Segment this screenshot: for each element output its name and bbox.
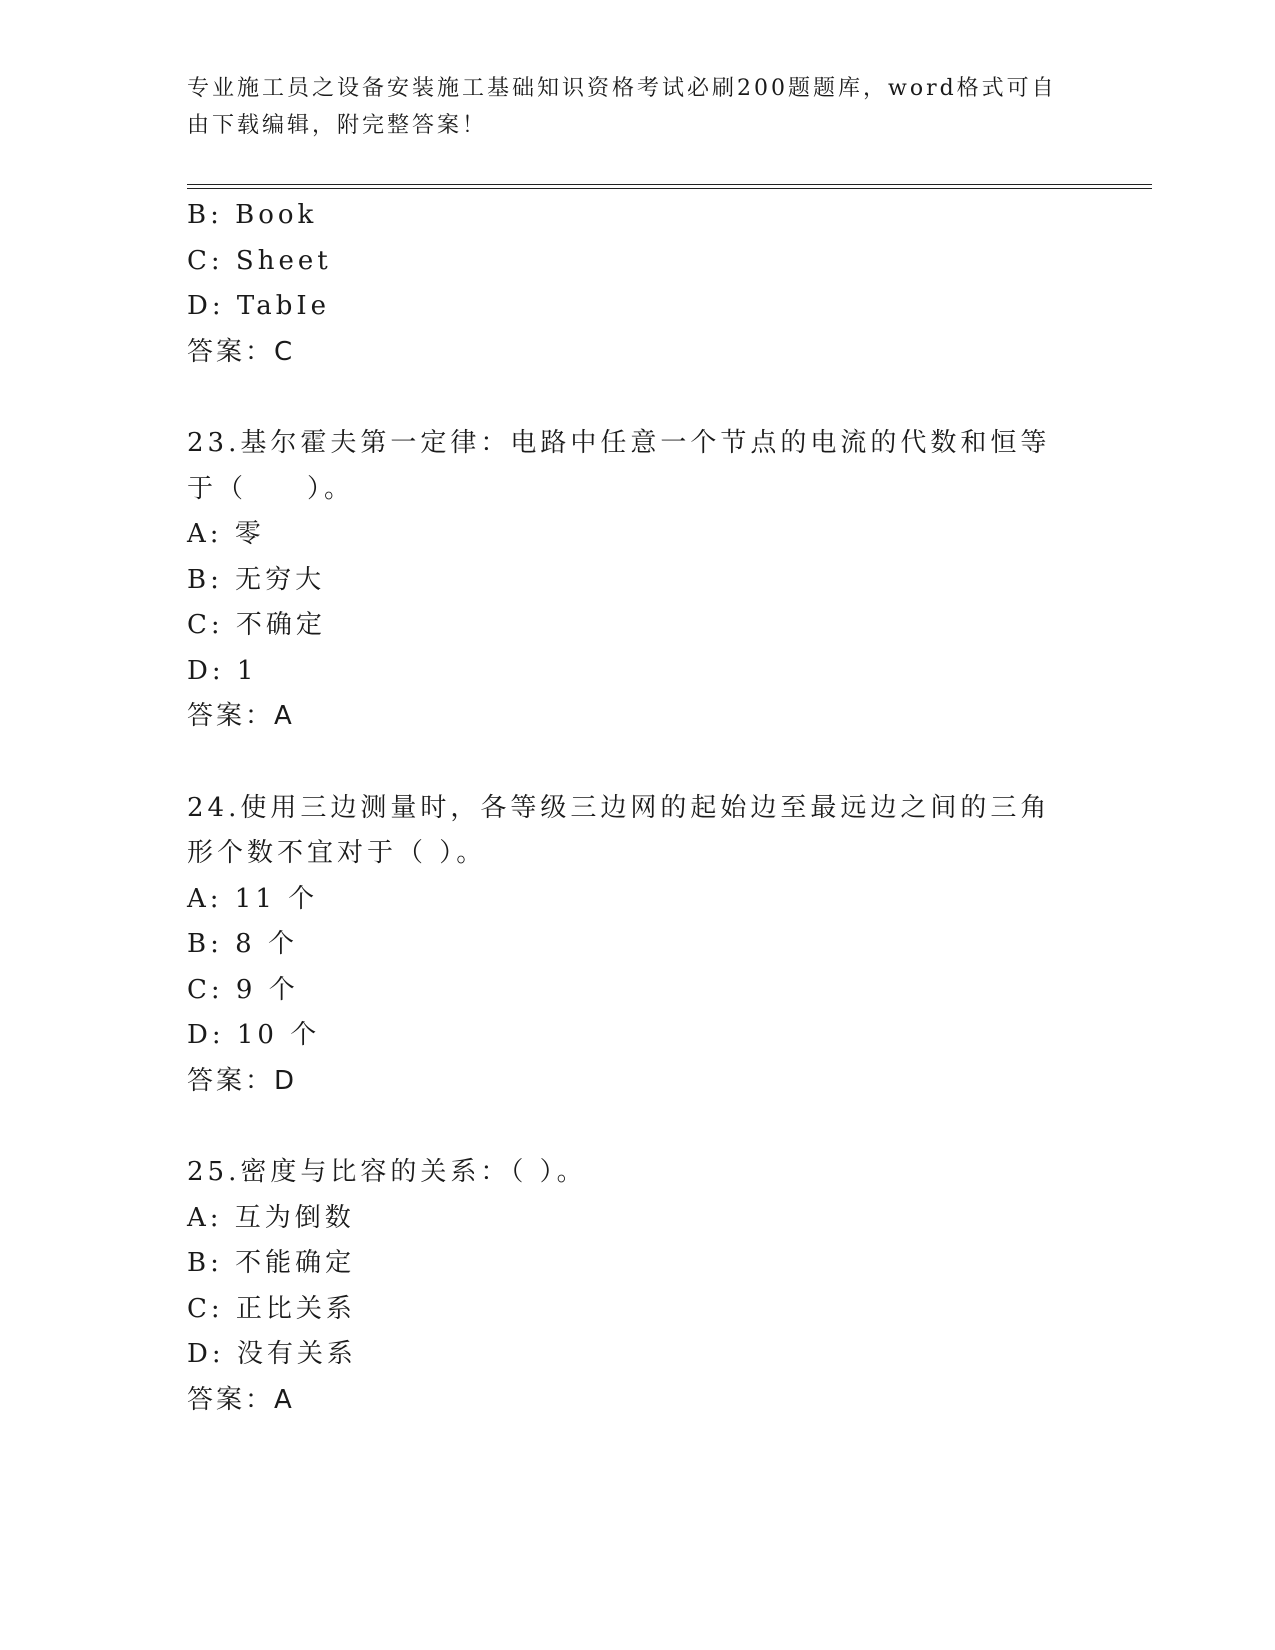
option-a: A: 零 [187, 519, 265, 549]
option-d: D: 10 个 [187, 1020, 321, 1050]
document-header: 专业施工员之设备安装施工基础知识资格考试必刷200题题库，word格式可自由下载编辑，附完整答案！ [187, 76, 1057, 138]
question-24 [187, 786, 1152, 1105]
question-text: 23.基尔霍夫第一定律：电路中任意一个节点的电流的代数和恒等于（ ）。 [187, 428, 1051, 504]
document-page [187, 70, 1152, 1423]
question-23 [187, 421, 1152, 740]
answer-line: 答案：A [187, 701, 295, 731]
question-text: 25.密度与比容的关系：（ ）。 [187, 1157, 587, 1187]
option-c: C: 不确定 [187, 610, 326, 640]
option-b: B: 不能确定 [187, 1248, 356, 1278]
answer-line: 答案：D [187, 1065, 298, 1096]
divider-line-bottom [187, 188, 1152, 189]
option-a: A: 11 个 [187, 883, 319, 914]
answer-line: 答案：C [187, 336, 296, 367]
option-d: D: TabIe [187, 291, 330, 321]
divider-line-top [187, 184, 1152, 185]
question-text: 24.使用三边测量时，各等级三边网的起始边至最远边之间的三角形个数不宜对于（ ）。 [187, 792, 1051, 868]
option-b: B: 8 个 [187, 929, 298, 959]
option-b: B: 无穷大 [187, 564, 326, 595]
option-d: D: 1 [187, 655, 258, 686]
option-c: C: Sheet [187, 245, 332, 276]
header-divider [187, 184, 1152, 189]
option-b: B: Book [187, 200, 318, 230]
option-c: C: 正比关系 [187, 1293, 356, 1324]
question-22-continued [187, 193, 1152, 375]
answer-line: 答案：A [187, 1384, 295, 1415]
option-d: D: 没有关系 [187, 1339, 357, 1369]
question-25 [187, 1150, 1152, 1423]
option-c: C: 9 个 [187, 974, 299, 1005]
option-a: A: 互为倒数 [187, 1202, 355, 1233]
